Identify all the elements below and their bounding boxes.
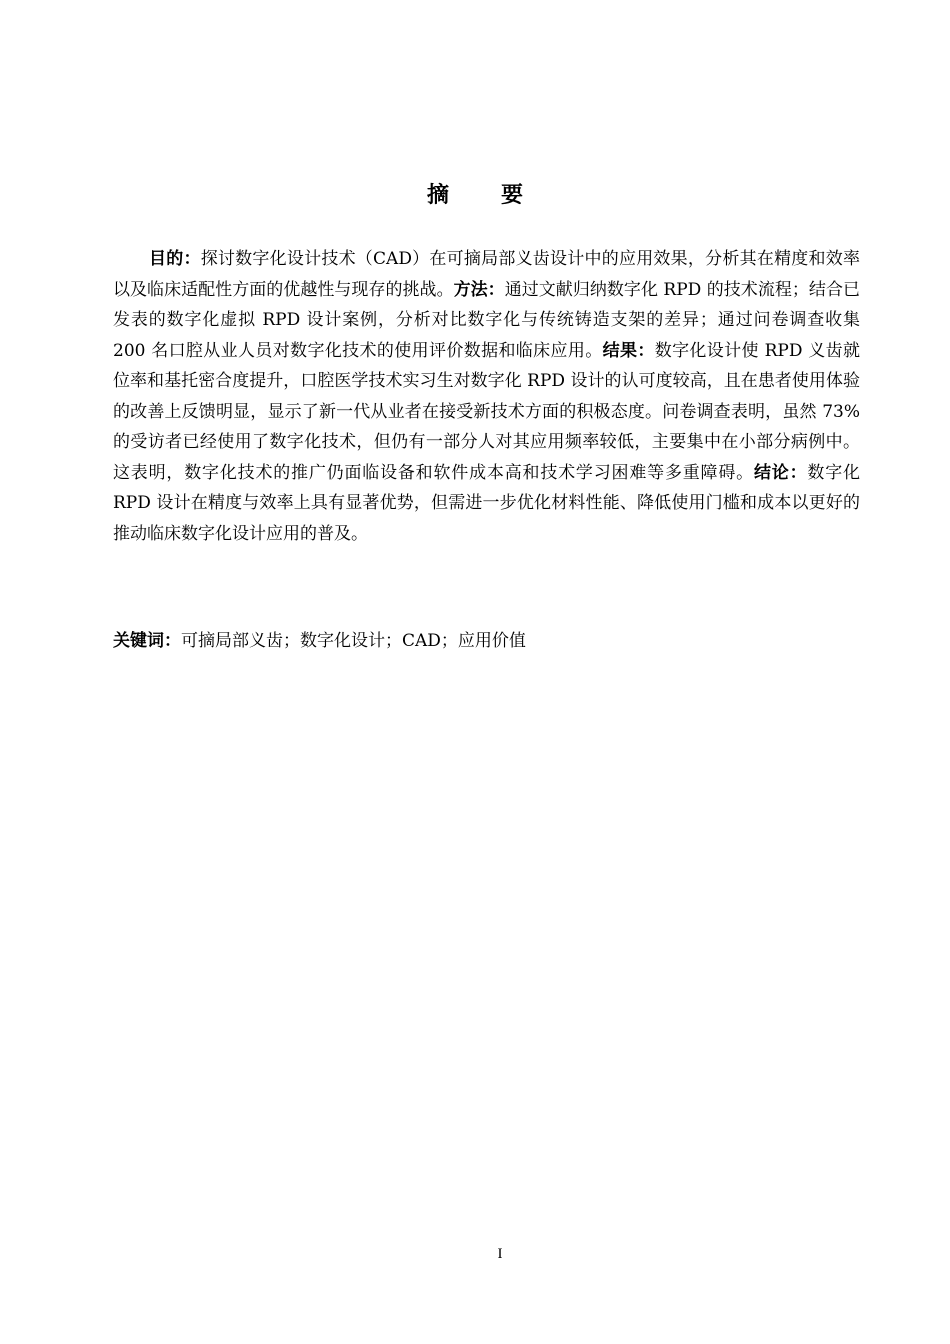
result-label: 结果： [602,340,655,361]
conclusion-label: 结论： [753,462,808,483]
title-char-2: 要 [501,183,524,208]
abstract-body [113,244,860,549]
objective-label: 目的： [149,249,201,269]
conclusion-text: 数字化 RPD 设计在精度与效率上具有显著优势，但需进一步优化材料性能、降低使用门槛和成本以更好的推动临床数字化设计应用的普及。 [113,462,861,544]
objective-text: 探讨数字化设计技术（CAD）在可摘局部义齿设计中的应用效果，分析其在精度和效率以及临床适配性方面的优越性与现存的挑战。 [113,249,860,300]
page-number: I [497,1246,503,1262]
method-text: 通过文献归纳数字化 RPD 的技术流程；结合已发表的数字化虚拟 RPD 设计案例，分析对比数字化与传统铸造支架的差异；通过问卷调查收集 200 名口腔从业人员对数字化技术的使用评价数据和临床应用。 [113,279,860,361]
result-text: 数字化设计使 RPD 义齿就位率和基托密合度提升，口腔医学技术实习生对数字化 RPD 设计的认可度较高，且在患者使用体验的改善上反馈明显，显示了新一代从业者在接受新技术方面的积极态度。问卷调查表明，虽然 73%的受访者已经使用了数字化技术，但仍有一部分人对其应用频率较低，主要集中在小部分病例中。这表明，数字化技术的推广仍面临设备和软件成本高和技术学习困难等多重障碍。 [113,340,860,483]
keywords-line [113,626,860,656]
method-label: 方法： [453,279,505,300]
abstract-title [0,178,950,209]
title-char-1: 摘 [426,183,449,208]
keywords-label: 关键词： [113,631,181,651]
keywords-text: 可摘局部义齿；数字化设计；CAD；应用价值 [181,631,526,651]
